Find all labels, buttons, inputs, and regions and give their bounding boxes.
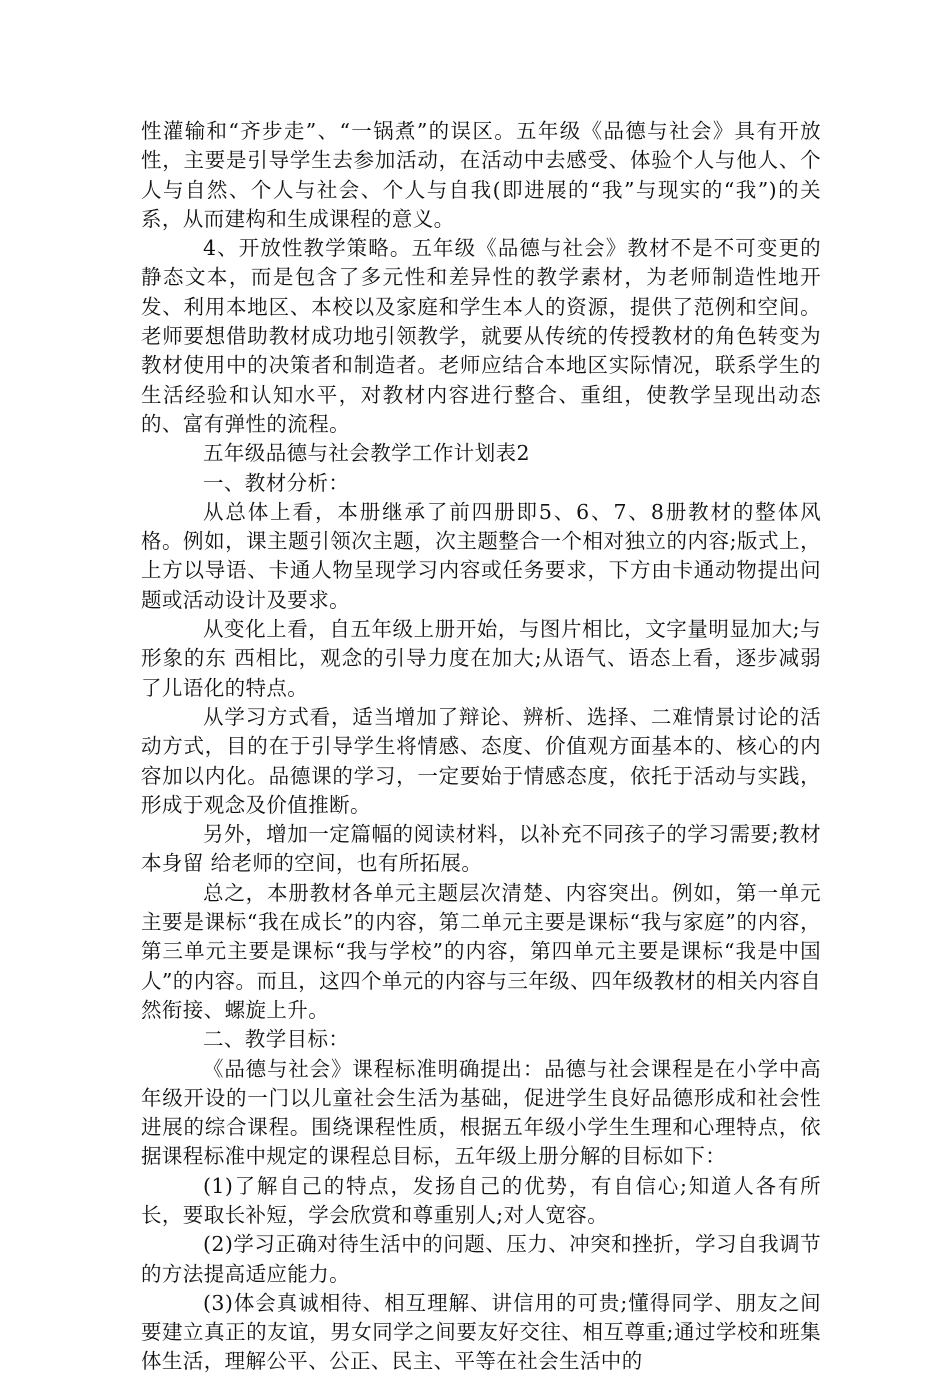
paragraph-open-teaching-strategy: 4、开放性教学策略。五年级《品德与社会》教材不是不可变更的静态文本，而是包含了多元性和差异性的教学素材，为老师制造性地开发、利用本地区、本校以及家庭和学生本人的资源，提供了范例和空间。老师要想借助教材成功地引领教学，就要从传统的传授教材的角色转变为教材使用中的决策者和制造者。老师应结合本地区实际情况，联系学生的生活经验和认知水平，对教材内容进行整合、重组，使教学呈现出动态的、富有弹性的流程。	[141, 236, 821, 436]
paragraph-changes: 从变化上看，自五年级上册开始，与图片相比，文字量明显加大;与形象的东 西相比，观念的引导力度在加大;从语气、语态上看，逐步减弱了儿语化的特点。	[141, 617, 821, 700]
paragraph-curriculum-standard: 《品德与社会》课程标准明确提出：品德与社会课程是在小学中高年级开设的一门以儿童社会生活为基础，促进学生良好品德形成和社会性进展的综合课程。围绕课程性质，根据五年级小学生生理和心理特点，依据课程标准中规定的课程总目标，五年级上册分解的目标如下：	[141, 1056, 821, 1169]
section-title: 五年级品德与社会教学工作计划表2	[203, 441, 530, 466]
goal-item-3: (3)体会真诚相待、相互理解、讲信用的可贵;懂得同学、朋友之间要建立真正的友谊，男女同学之间要友好交往、相互尊重;通过学校和班集体生活，理解公平、公正、民主、平等在社会生活中的	[141, 1290, 821, 1374]
heading-teaching-goals: 二、教学目标：	[203, 1027, 350, 1052]
paragraph-learning-methods: 从学习方式看，适当增加了辩论、辨析、选择、二难情景讨论的活动方式，目的在于引导学生将情感、态度、价值观方面基本的、核心的内容加以内化。品德课的学习，一定要始于情感态度，依托于活动与实践，形成于观念及价值推断。	[141, 704, 821, 817]
paragraph-additional: 另外，增加一定篇幅的阅读材料，以补充不同孩子的学习需要;教材本身留 给老师的空间，也有所拓展。	[141, 822, 821, 876]
paragraph-continued: 性灌输和“齐步走”、“一锅煮”的误区。五年级《品德与社会》具有开放性，主要是引导学生去参加活动，在活动中去感受、体验个人与他人、个人与自然、个人与社会、个人与自我(即进展的“我”与现实的“我”)的关系，从而建构和生成课程的意义。	[141, 119, 821, 231]
goal-item-1: (1)了解自己的特点，发扬自己的优势，有自信心;知道人各有所长，要取长补短，学会欣赏和尊重别人;对人宽容。	[141, 1173, 821, 1227]
heading-textbook-analysis: 一、教材分析：	[203, 470, 350, 495]
paragraph-overall: 从总体上看，本册继承了前四册即5、6、7、8册教材的整体风格。例如，课主题引领次主题，次主题整合一个相对独立的内容;版式上，上方以导语、卡通人物呈现学习内容或任务要求，下方由卡通动物提出问题或活动设计及要求。	[141, 499, 821, 612]
goal-item-2: (2)学习正确对待生活中的问题、压力、冲突和挫折，学习自我调节的方法提高适应能力。	[141, 1232, 821, 1286]
document-body	[141, 117, 821, 1377]
paragraph-summary: 总之，本册教材各单元主题层次清楚、内容突出。例如，第一单元主要是课标“我在成长”的内容，第二单元主要是课标“我与家庭”的内容，第三单元主要是课标“我与学校”的内容，第四单元主要是课标“我是中国人”的内容。而且，这四个单元的内容与三年级、四年级教材的相关内容自然衔接、螺旋上升。	[141, 880, 821, 1022]
